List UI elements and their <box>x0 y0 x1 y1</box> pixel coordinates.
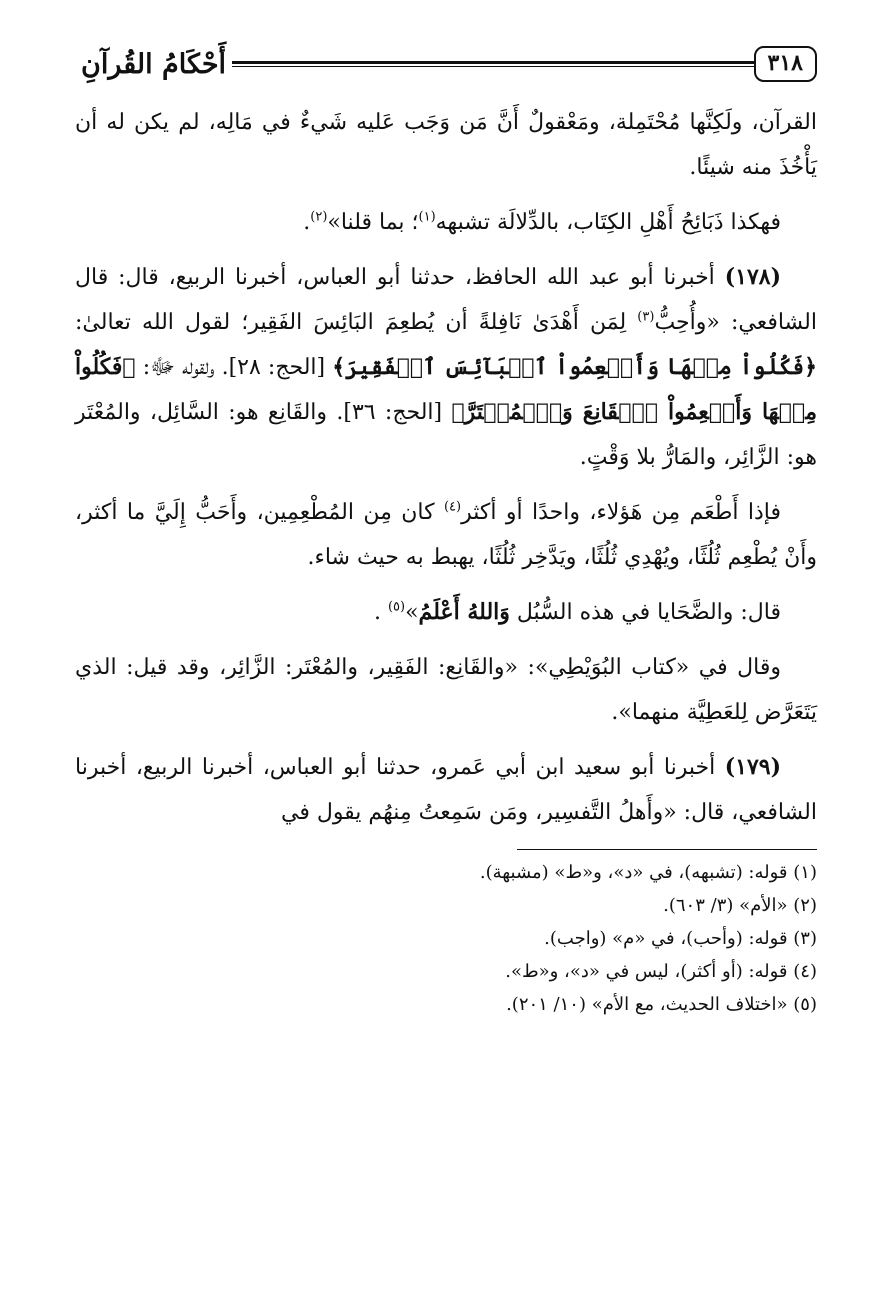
main-text <box>75 100 817 835</box>
text-run: كان مِن المُطْعِمِين، وأَحَبُّ إِلَيَّ ما أكثر، وأَنْ يُطْعِم ثُلُثًا، ويُهْدِي ثُلُثًا، ويَدَّخِر ثُلُثًا، يهبط به حيث شاء. <box>75 500 817 570</box>
book-title: أَحْكَامُ القُرآنِ <box>81 48 227 80</box>
text-run: فهكذا ذَبَائِحُ أَهْلِ الكِتَاب، بالدِّلالَة تشبهه <box>435 210 781 235</box>
footnotes <box>75 856 817 1021</box>
paragraph <box>75 100 817 190</box>
quran-verse: وَاللهُ أَعْلَمُ <box>418 599 510 625</box>
paragraph <box>75 200 817 245</box>
quran-verse: ﴿فَكُلُواْ مِنۡهَا وَأَطۡعِمُواْ ٱلۡقَانِعَ وَٱلۡمُعۡتَرَّ﴾ <box>75 354 817 425</box>
page-number: ٣١٨ <box>754 46 817 82</box>
text-run: قال: والضَّحَايا في هذه السُّبُل <box>509 600 781 625</box>
footnote: (١) قوله: (تشبهه)، في «د»، و«ط» (مشبهة). <box>479 862 817 883</box>
text-run: أخبرنا أبو سعيد ابن أبي عَمرو، حدثنا أبو العباس، أخبرنا الربيع، أخبرنا الشافعي، قال: «وأَهلُ التَّفسِير، ومَن سَمِعتُ مِنهُم يقول في <box>75 755 817 825</box>
text-run: القرآن، ولَكِنَّها مُحْتَمِلة، ومَعْقولٌ أَنَّ مَن وَجَب عَليه شَيءٌ في مَالِه، لم يكن له أن يَأْخُذَ منه شيئًا. <box>75 110 817 180</box>
text-run: لِمَن أَهْدَىٰ نَافِلةً أن يُطعِمَ البَائِسَ الفَقِير؛ لقول الله تعالىٰ: <box>75 310 638 335</box>
hadith-number: (١٧٨) <box>724 264 781 290</box>
footnote: (٥) «اختلاف الحديث، مع الأم» (١٠/ ٢٠١). <box>506 994 817 1015</box>
text-run: وقال في «كتاب البُوَيْطِي»: «والقَانِع: الفَقِير، والمُعْتَر: الزَّائِر، وقد قيل: الذي يَتَعَرَّض لِلعَطِيَّة منهما». <box>75 655 817 725</box>
paragraph <box>75 745 817 835</box>
footnote: (٢) «الأم» (٣/ ٦٠٣). <box>663 895 817 916</box>
paragraph <box>75 490 817 580</box>
text-run: [الحج: ٢٨]. ولقوله ﷻ: <box>135 355 333 380</box>
text-run: ؛ بما قلنا» <box>327 210 419 235</box>
paragraph <box>75 590 817 635</box>
text-run: » <box>405 600 419 625</box>
text-run: أخبرنا أبو عبد الله الحافظ، حدثنا أبو العباس، أخبرنا الربيع، قال: قال الشافعي: «وأُحِبُّ <box>75 265 817 335</box>
hadith-number: (١٧٩) <box>724 754 781 780</box>
footnote-ref[interactable]: (٤) <box>443 499 462 515</box>
text-run: . <box>373 600 388 625</box>
footnote-ref[interactable]: (١) <box>418 209 436 225</box>
paragraph <box>75 645 817 735</box>
quran-verse: ﴿فَكُلُواْ مِنۡهَا وَأَطۡعِمُواْ ٱلۡبَآئِسَ ٱلۡفَقِيرَ﴾ <box>332 354 817 380</box>
footnote-ref[interactable]: (٣) <box>637 309 655 325</box>
header-rule <box>232 61 753 67</box>
text-run: . <box>303 210 311 235</box>
footnote: (٤) قوله: (أو أكثر)، ليس في «د»، و«ط». <box>505 961 817 982</box>
text-run: [الحج: ٣٦]. والقَانِع هو: السَّائِل، والمُعْتَر هو: الزَّائِر، والمَارُّ بلا وَقْتٍ. <box>75 400 817 470</box>
footnote-separator <box>517 849 817 850</box>
footnote-ref[interactable]: (٥) <box>387 599 406 615</box>
footnote-ref[interactable]: (٢) <box>310 209 328 225</box>
paragraph <box>75 255 817 480</box>
book-page <box>75 38 817 1268</box>
text-run: فإذا أَطْعَم مِن هَؤلاء، واحدًا أو أكثر <box>461 500 781 525</box>
footnote: (٣) قوله: (وأحب)، في «م» (واجب). <box>544 928 817 949</box>
page-header <box>75 38 817 90</box>
